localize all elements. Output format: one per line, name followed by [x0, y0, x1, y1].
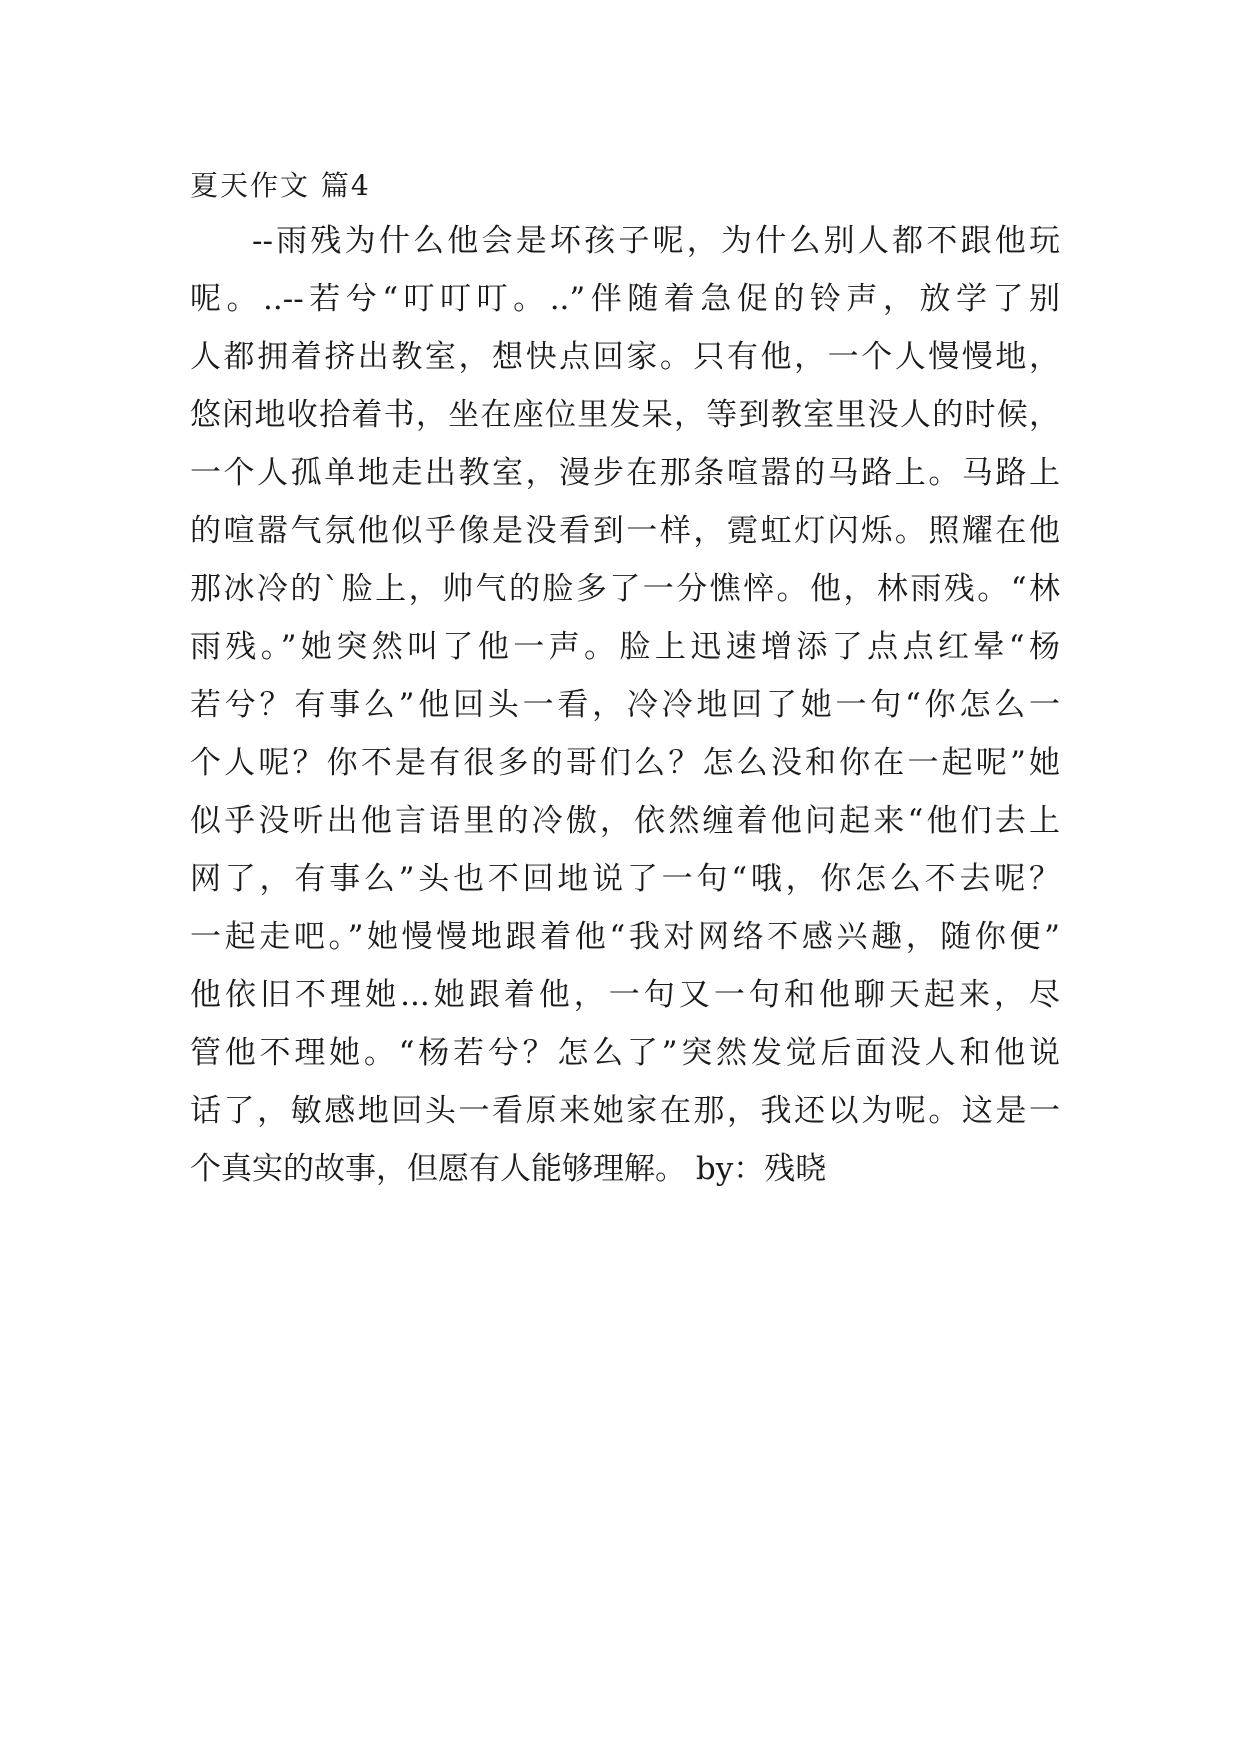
paragraph-line: 他依旧不理她...她跟着他，一句又一句和他聊天起来，尽 [190, 977, 1060, 1013]
paragraph-line: 似乎没听出他言语里的冷傲，依然缠着他问起来“他们去上 [190, 803, 1060, 839]
paragraph-line: 悠闲地收拾着书，坐在座位里发呆，等到教室里没人的时候， [190, 397, 1060, 433]
paragraph-line: 一个人孤单地走出教室，漫步在那条喧嚣的马路上。马路上 [190, 455, 1060, 491]
paragraph-line: 管他不理她。“杨若兮？怎么了”突然发觉后面没人和他说 [190, 1035, 1060, 1071]
paragraph-line: --雨残为什么他会是坏孩子呢，为什么别人都不跟他玩 [252, 223, 1060, 259]
paragraph-line: 个真实的故事，但愿有人能够理解。 by：残晓 [190, 1151, 827, 1187]
paragraph-line: 的喧嚣气氛他似乎像是没看到一样，霓虹灯闪烁。照耀在他 [190, 513, 1060, 549]
paragraph-line: 雨残。”她突然叫了他一声。脸上迅速增添了点点红晕“杨 [190, 629, 1060, 665]
paragraph-line: 若兮？有事么”他回头一看，冷冷地回了她一句“你怎么一 [190, 687, 1060, 723]
paragraph-line: 人都拥着挤出教室，想快点回家。只有他，一个人慢慢地， [190, 339, 1060, 375]
paragraph-line: 话了，敏感地回头一看原来她家在那，我还以为呢。这是一 [190, 1093, 1060, 1129]
paragraph-line: 一起走吧。”她慢慢地跟着他“我对网络不感兴趣，随你便” [190, 919, 1060, 955]
paragraph-line: 网了，有事么”头也不回地说了一句“哦，你怎么不去呢？ [190, 861, 1060, 897]
document-title: 夏天作文 篇4 [190, 169, 371, 202]
paragraph-line: 那冰冷的`脸上，帅气的脸多了一分憔悴。他，林雨残。“林 [190, 571, 1060, 607]
paragraph-line: 呢。..--若兮“叮叮叮。..”伴随着急促的铃声，放学了别 [190, 281, 1060, 317]
paragraph-line: 个人呢？你不是有很多的哥们么？怎么没和你在一起呢”她 [190, 745, 1060, 781]
